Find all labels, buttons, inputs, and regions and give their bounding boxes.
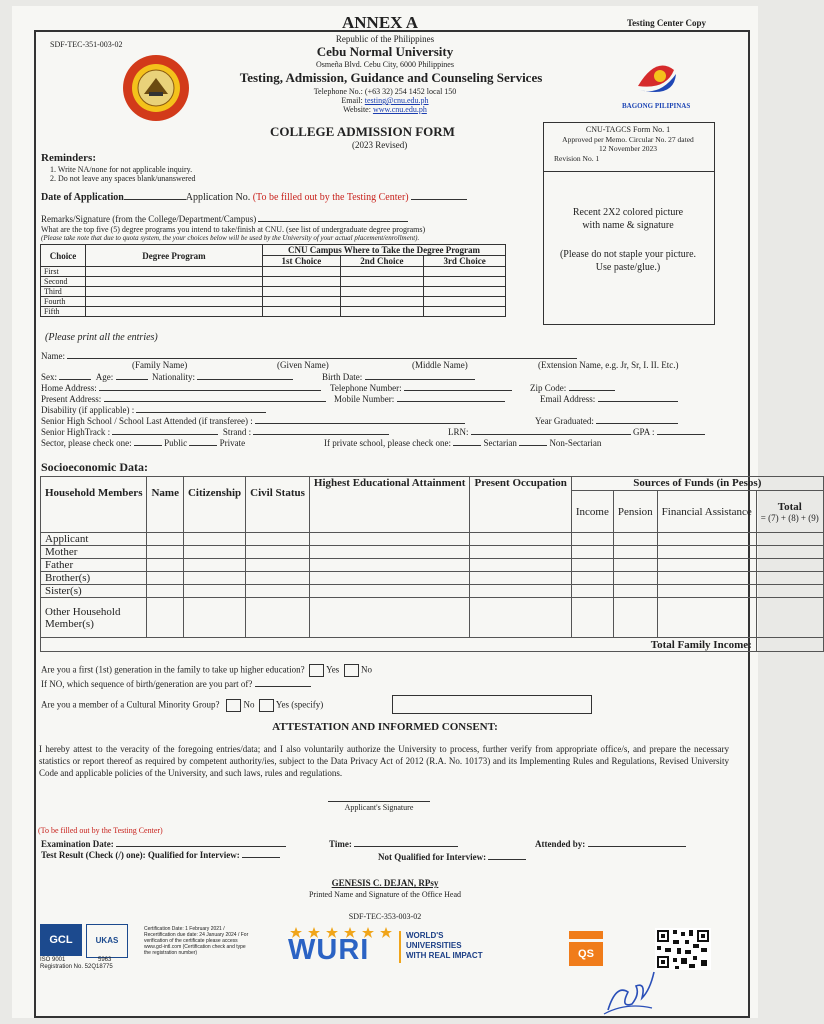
- private-check[interactable]: [189, 436, 217, 446]
- choice-label: First: [41, 267, 86, 277]
- sectarian-check[interactable]: [453, 436, 481, 446]
- campus-header: CNU Campus Where to Take the Degree Program: [263, 245, 506, 256]
- table-row: [41, 297, 506, 307]
- shs-label: Senior High School / School Last Attended (if transferee) :: [41, 416, 253, 426]
- socio-cell[interactable]: [657, 585, 756, 598]
- doc-code-top: SDF-TEC-351-003-02: [50, 40, 123, 49]
- funds-header: Sources of Funds (in Pesos): [571, 477, 823, 491]
- signatory-title: Printed Name and Signature of the Office Head: [308, 890, 462, 899]
- qualified-field[interactable]: [242, 848, 280, 858]
- sector-row: [41, 436, 245, 448]
- socio-cell[interactable]: [246, 559, 310, 572]
- public-label: Public: [164, 438, 188, 448]
- wuri-divider: [399, 931, 401, 963]
- table-row: [41, 533, 824, 546]
- socio-cell[interactable]: [246, 533, 310, 546]
- iso-label: ISO 9001: [40, 957, 66, 963]
- campus-cell[interactable]: [263, 267, 341, 277]
- socio-cell[interactable]: [309, 546, 470, 559]
- household-label: Applicant: [41, 533, 147, 546]
- signatory-name: GENESIS C. DEJAN, RPsy: [331, 878, 439, 888]
- choice-label: Second: [41, 277, 86, 287]
- qs-logo: QS: [569, 942, 603, 966]
- socio-cell[interactable]: [309, 585, 470, 598]
- attended-label: Attended by:: [535, 839, 586, 849]
- campus-cell[interactable]: [263, 307, 341, 317]
- socio-cell[interactable]: [147, 572, 184, 585]
- program-cell[interactable]: [86, 267, 263, 277]
- photo-line-1: Recent 2X2 colored picture: [572, 207, 684, 218]
- campus-cell[interactable]: [340, 267, 423, 277]
- bagong-pilipinas-logo: [630, 56, 682, 104]
- minority-yes-checkbox[interactable]: [259, 699, 274, 712]
- minority-yes-label: Yes (specify): [275, 699, 324, 710]
- name-label: Name:: [41, 351, 65, 361]
- family-name-caption: (Family Name): [132, 360, 188, 370]
- household-label: Other Household Member(s): [41, 598, 147, 638]
- income-header: Income: [571, 491, 613, 533]
- telephone-field[interactable]: [404, 381, 512, 391]
- attended-field[interactable]: [588, 837, 686, 847]
- socio-cell[interactable]: [657, 533, 756, 546]
- office-name: Testing, Admission, Guidance and Counseling Services: [239, 70, 543, 85]
- socio-cell[interactable]: [571, 572, 613, 585]
- track-field[interactable]: [112, 425, 218, 435]
- lrn-label: LRN:: [448, 427, 469, 437]
- socio-cell[interactable]: [147, 546, 184, 559]
- program-header: Degree Program: [86, 245, 263, 267]
- socio-cell[interactable]: [246, 572, 310, 585]
- extension-caption: (Extension Name, e.g. Jr, Sr, I. II. Etc.): [538, 360, 679, 370]
- print-note: (Please print all the entries): [45, 332, 158, 343]
- choice-label: Fourth: [41, 297, 86, 307]
- date-of-application-label: Date of Application: [41, 192, 124, 203]
- first-gen-row: [41, 664, 372, 677]
- photo-line-2: with name & signature: [582, 220, 674, 231]
- remarks-label: Remarks/Signature (from the College/Department/Campus): [41, 214, 257, 224]
- minority-question: Are you a member of a Cultural Minority Group?: [41, 699, 220, 710]
- socio-cell[interactable]: [571, 598, 613, 638]
- socio-cell[interactable]: [183, 598, 245, 638]
- middle-name-caption: (Middle Name): [412, 360, 468, 370]
- age-field[interactable]: [116, 370, 148, 380]
- not-qualified-row: [378, 850, 526, 862]
- reminders-title: Reminders:: [41, 152, 96, 164]
- socio-cell[interactable]: [613, 585, 657, 598]
- email-address-label: Email Address:: [540, 394, 596, 404]
- first-gen-no-label: No: [360, 664, 372, 675]
- not-qualified-label: Not Qualified for Interview:: [378, 852, 487, 862]
- socio-cell[interactable]: [657, 598, 756, 638]
- handwritten-initials: [602, 964, 658, 1016]
- table-row: [41, 572, 824, 585]
- sex-field[interactable]: [59, 370, 91, 380]
- campus-cell[interactable]: [340, 277, 423, 287]
- first-gen-question: Are you a first (1st) generation in the family to take up higher education?: [41, 664, 305, 675]
- minority-specify-field[interactable]: [392, 695, 592, 714]
- socio-cell[interactable]: [571, 533, 613, 546]
- certification-text: Certification Date: 1 February 2021 / Recertification due date: 24 January 2024 / For verification of the certificate please access www.gcl-intl.com (Certification check and type the registration number): [144, 926, 249, 956]
- socio-cell[interactable]: [309, 572, 470, 585]
- home-address-field[interactable]: [99, 381, 321, 391]
- sequence-question: If NO, which sequence of birth/generation are you part of?: [41, 679, 253, 689]
- campus-cell[interactable]: [340, 287, 423, 297]
- table-row: [41, 546, 824, 559]
- socio-cell[interactable]: [613, 598, 657, 638]
- pension-header: Pension: [613, 491, 657, 533]
- civil-status-header: Civil Status: [246, 477, 310, 533]
- choice-label: Third: [41, 287, 86, 297]
- table-row: [41, 267, 506, 277]
- photo-line-3: (Please do not staple your picture.: [559, 249, 697, 260]
- lrn-field[interactable]: [471, 425, 631, 435]
- strand-field[interactable]: [253, 425, 389, 435]
- program-note: (Please take note that due to quota system, the your choices below will be used by the University of your actual placement/enrollment).: [41, 234, 420, 242]
- sex-label: Sex:: [41, 372, 58, 382]
- socio-cell[interactable]: [246, 585, 310, 598]
- given-name-caption: (Given Name): [277, 360, 329, 370]
- mobile-row: [334, 392, 505, 404]
- socio-cell[interactable]: [309, 533, 470, 546]
- university-address: Osmeña Blvd. Cebu City, 6000 Philippines: [316, 60, 454, 69]
- socio-cell[interactable]: [470, 585, 571, 598]
- copy-label: Testing Center Copy: [627, 18, 707, 28]
- table-row: [41, 277, 506, 287]
- socio-cell[interactable]: [470, 572, 571, 585]
- test-result-row: [41, 848, 280, 860]
- form-approved-1: Approved per Memo. Circular No. 27 dated: [562, 135, 694, 144]
- minority-row: [41, 699, 323, 712]
- birth-date-label: Birth Date:: [322, 372, 363, 382]
- campus-cell[interactable]: [424, 297, 506, 307]
- first-gen-yes-label: Yes: [326, 664, 340, 675]
- total-formula: = (7) + (8) + (9): [760, 512, 819, 523]
- form-revised: (2023 Revised): [352, 140, 408, 150]
- first-gen-yes-checkbox[interactable]: [309, 664, 324, 677]
- present-address-label: Present Address:: [41, 394, 102, 404]
- disability-field[interactable]: [136, 403, 266, 413]
- campus-cell[interactable]: [424, 277, 506, 287]
- socio-cell[interactable]: [613, 546, 657, 559]
- email-link[interactable]: testing@cnu.edu.ph: [364, 96, 429, 105]
- socio-cell[interactable]: [183, 533, 245, 546]
- ukas-logo: UKAS: [86, 924, 128, 958]
- socio-cell[interactable]: [571, 546, 613, 559]
- wuri-logo: WURI: [288, 934, 370, 966]
- table-row: [41, 598, 824, 638]
- doc-code-bottom: SDF-TEC-353-003-02: [348, 912, 422, 921]
- ukas-number: 5963: [98, 957, 112, 963]
- campus-cell[interactable]: [263, 297, 341, 307]
- age-label: Age:: [95, 372, 114, 382]
- socio-cell[interactable]: [657, 572, 756, 585]
- qs-stars: [569, 931, 603, 939]
- campus-cell[interactable]: [424, 287, 506, 297]
- household-header: Household Members: [41, 477, 147, 533]
- socio-cell[interactable]: [756, 533, 823, 546]
- socio-cell[interactable]: [657, 559, 756, 572]
- socio-cell[interactable]: [147, 533, 184, 546]
- socio-cell[interactable]: [309, 598, 470, 638]
- socio-cell[interactable]: [571, 585, 613, 598]
- name-field[interactable]: [67, 349, 577, 359]
- socio-cell[interactable]: [470, 559, 571, 572]
- campus-cell[interactable]: [263, 287, 341, 297]
- exam-date-field[interactable]: [116, 837, 286, 847]
- sequence-row: [41, 677, 311, 689]
- exam-date-label: Examination Date:: [41, 839, 114, 849]
- non-sectarian-label: Non-Sectarian: [549, 438, 602, 448]
- nationality-label: Nationality:: [152, 372, 196, 382]
- date-of-application-field[interactable]: [124, 190, 186, 200]
- sectarian-label: Sectarian: [483, 438, 517, 448]
- socio-cell[interactable]: [147, 585, 184, 598]
- applicant-signature-label: Applicant's Signature: [344, 803, 414, 812]
- document-page: [12, 6, 819, 1018]
- zip-field[interactable]: [569, 381, 615, 391]
- socio-cell[interactable]: [246, 598, 310, 638]
- table-row: [41, 307, 506, 317]
- program-cell[interactable]: [86, 297, 263, 307]
- financial-header: Financial Assistance: [657, 491, 756, 533]
- birth-date-field[interactable]: [365, 370, 475, 380]
- socio-cell[interactable]: [183, 585, 245, 598]
- socio-cell[interactable]: [470, 598, 571, 638]
- annex-title: ANNEX A: [342, 13, 419, 32]
- socio-cell[interactable]: [657, 546, 756, 559]
- application-row: [41, 190, 467, 203]
- first-gen-no-checkbox[interactable]: [344, 664, 359, 677]
- mobile-label: Mobile Number:: [334, 394, 395, 404]
- sequence-field[interactable]: [255, 677, 311, 687]
- form-title: COLLEGE ADMISSION FORM: [270, 124, 455, 139]
- wuri-text-line: WITH REAL IMPACT: [406, 951, 483, 960]
- mobile-field[interactable]: [397, 392, 505, 402]
- program-question: What are the top five (5) degree programs you intend to take/finish at CNU. (see list of undergraduate degree programs): [41, 225, 426, 234]
- website-label: Website:: [343, 105, 371, 114]
- republic-text: Republic of the Philippines: [335, 34, 435, 44]
- socio-cell[interactable]: [183, 546, 245, 559]
- remarks-row: [41, 212, 408, 224]
- socio-cell[interactable]: [571, 559, 613, 572]
- table-row: [41, 287, 506, 297]
- minority-no-label: No: [243, 699, 255, 710]
- disability-label: Disability (if applicable) :: [41, 405, 135, 415]
- photo-line-4: Use paste/glue.): [595, 262, 661, 273]
- socio-cell[interactable]: [756, 598, 823, 638]
- campus-cell[interactable]: [424, 267, 506, 277]
- household-label: Father: [41, 559, 147, 572]
- campus-cell[interactable]: [424, 307, 506, 317]
- third-choice-header: 3rd Choice: [424, 256, 506, 267]
- attended-row: [535, 837, 686, 849]
- household-label: Brother(s): [41, 572, 147, 585]
- year-graduated-field[interactable]: [596, 414, 678, 424]
- minority-no-checkbox[interactable]: [226, 699, 241, 712]
- application-no-note: (To be filled out by the Testing Center): [252, 192, 409, 203]
- socio-cell[interactable]: [613, 572, 657, 585]
- test-result-label: Test Result (Check (/) one): Qualified for Interview:: [41, 850, 240, 860]
- reminder-item: 2. Do not leave any spaces blank/unanswered: [50, 174, 196, 183]
- photo-box[interactable]: [543, 171, 715, 325]
- attestation-body: I hereby attest to the veracity of the foregoing entries/data; and I also voluntarily authorize the University to process, further verify from appropriate office/s, and prepare the necessary statistics or report thereof as required by competent authority/ies, subject to the Data Privacy Act of 2012 (R.A. No. 10173) and its Implementing Rules and Regulations, Revised University Code and applicable policies of the University, and such laws, rules and regulations.: [39, 744, 729, 778]
- telephone-text: Telephone No.: (+63 32) 254 1452 local 150: [313, 87, 457, 96]
- total-income-label: Total Family Income:: [41, 638, 757, 652]
- year-graduated-label: Year Graduated:: [535, 416, 594, 426]
- application-no-label: Application No.: [185, 192, 251, 203]
- name-header: Name: [147, 477, 184, 533]
- campus-cell[interactable]: [340, 307, 423, 317]
- socio-cell[interactable]: [470, 546, 571, 559]
- home-address-label: Home Address:: [41, 383, 97, 393]
- not-qualified-field[interactable]: [488, 850, 526, 860]
- track-label: Senior HighTrack :: [41, 427, 111, 437]
- time-label: Time:: [329, 839, 352, 849]
- sector-label: Sector, please check one:: [41, 438, 132, 448]
- form-approved-2: 12 November 2023: [599, 144, 657, 153]
- total-income-cell[interactable]: [756, 638, 823, 652]
- form-revision: Revision No. 1: [554, 154, 600, 163]
- socio-cell[interactable]: [756, 559, 823, 572]
- time-row: [329, 837, 458, 849]
- present-address-field[interactable]: [104, 392, 326, 402]
- socio-cell[interactable]: [756, 546, 823, 559]
- program-cell[interactable]: [86, 277, 263, 287]
- socioeconomic-table: [40, 476, 824, 652]
- strand-label: Strand :: [222, 427, 252, 437]
- shs-field[interactable]: [255, 414, 465, 424]
- application-no-field[interactable]: [411, 190, 467, 200]
- email-address-field[interactable]: [598, 392, 678, 402]
- socio-cell[interactable]: [246, 546, 310, 559]
- socio-cell[interactable]: [613, 533, 657, 546]
- first-choice-header: 1st Choice: [263, 256, 341, 267]
- socio-cell[interactable]: [470, 533, 571, 546]
- telephone-label: Telephone Number:: [330, 383, 402, 393]
- total-header-label: Total: [777, 500, 802, 513]
- attestation-title: ATTESTATION AND INFORMED CONSENT:: [272, 721, 498, 733]
- socio-cell[interactable]: [147, 559, 184, 572]
- private-check-row: [324, 436, 601, 448]
- wuri-text-line: WORLD'S: [406, 931, 444, 940]
- table-row: [41, 559, 824, 572]
- socio-cell[interactable]: [183, 572, 245, 585]
- time-field[interactable]: [354, 837, 458, 847]
- socio-title: Socioeconomic Data:: [41, 460, 148, 474]
- socio-cell[interactable]: [756, 585, 823, 598]
- private-label: Private: [219, 438, 246, 448]
- form-number: CNU-TAGCS Form No. 1: [585, 125, 671, 134]
- second-choice-header: 2nd Choice: [340, 256, 423, 267]
- private-check-label: If private school, please check one:: [324, 438, 451, 448]
- zip-label: Zip Code:: [530, 383, 567, 393]
- bagong-pilipinas-label: BAGONG PILIPINAS: [622, 102, 691, 110]
- email-address-row: [540, 392, 678, 404]
- reminder-item: 1. Write NA/none for not applicable inquiry.: [50, 165, 193, 174]
- degree-program-table: [40, 244, 506, 317]
- wuri-text: [406, 931, 483, 961]
- public-check[interactable]: [134, 436, 162, 446]
- household-label: Mother: [41, 546, 147, 559]
- remarks-field[interactable]: [258, 212, 408, 222]
- choice-header: Choice: [41, 245, 86, 267]
- occupation-header: Present Occupation: [470, 477, 571, 533]
- choice-label: Fifth: [41, 307, 86, 317]
- citizenship-header: Citizenship: [183, 477, 245, 533]
- campus-cell[interactable]: [340, 297, 423, 307]
- campus-cell[interactable]: [263, 277, 341, 287]
- registration-number: Registration No. 52Q18775: [40, 964, 113, 970]
- socio-cell[interactable]: [613, 559, 657, 572]
- program-cell[interactable]: [86, 287, 263, 297]
- socio-cell[interactable]: [756, 572, 823, 585]
- education-header: Highest Educational Attainment: [309, 477, 470, 533]
- table-row: [41, 585, 824, 598]
- gcl-logo: GCL: [40, 924, 82, 956]
- program-cell[interactable]: [86, 307, 263, 317]
- qr-code-icon[interactable]: [655, 928, 711, 970]
- gpa-field[interactable]: [657, 425, 705, 435]
- non-sectarian-check[interactable]: [519, 436, 547, 446]
- wuri-text-line: UNIVERSITIES: [406, 941, 462, 950]
- testing-note: (To be filled out by the Testing Center): [38, 826, 163, 835]
- socio-cell[interactable]: [183, 559, 245, 572]
- table-row: [41, 638, 824, 652]
- nationality-field[interactable]: [197, 370, 293, 380]
- email-label: Email:: [341, 96, 363, 105]
- signature-line[interactable]: [328, 801, 430, 802]
- socio-cell[interactable]: [309, 559, 470, 572]
- socio-cell[interactable]: [147, 598, 184, 638]
- university-name: Cebu Normal University: [316, 44, 454, 59]
- gpa-label: GPA :: [633, 427, 655, 437]
- household-label: Sister(s): [41, 585, 147, 598]
- website-link[interactable]: www.cnu.edu.ph: [372, 105, 427, 114]
- total-header: [756, 491, 823, 533]
